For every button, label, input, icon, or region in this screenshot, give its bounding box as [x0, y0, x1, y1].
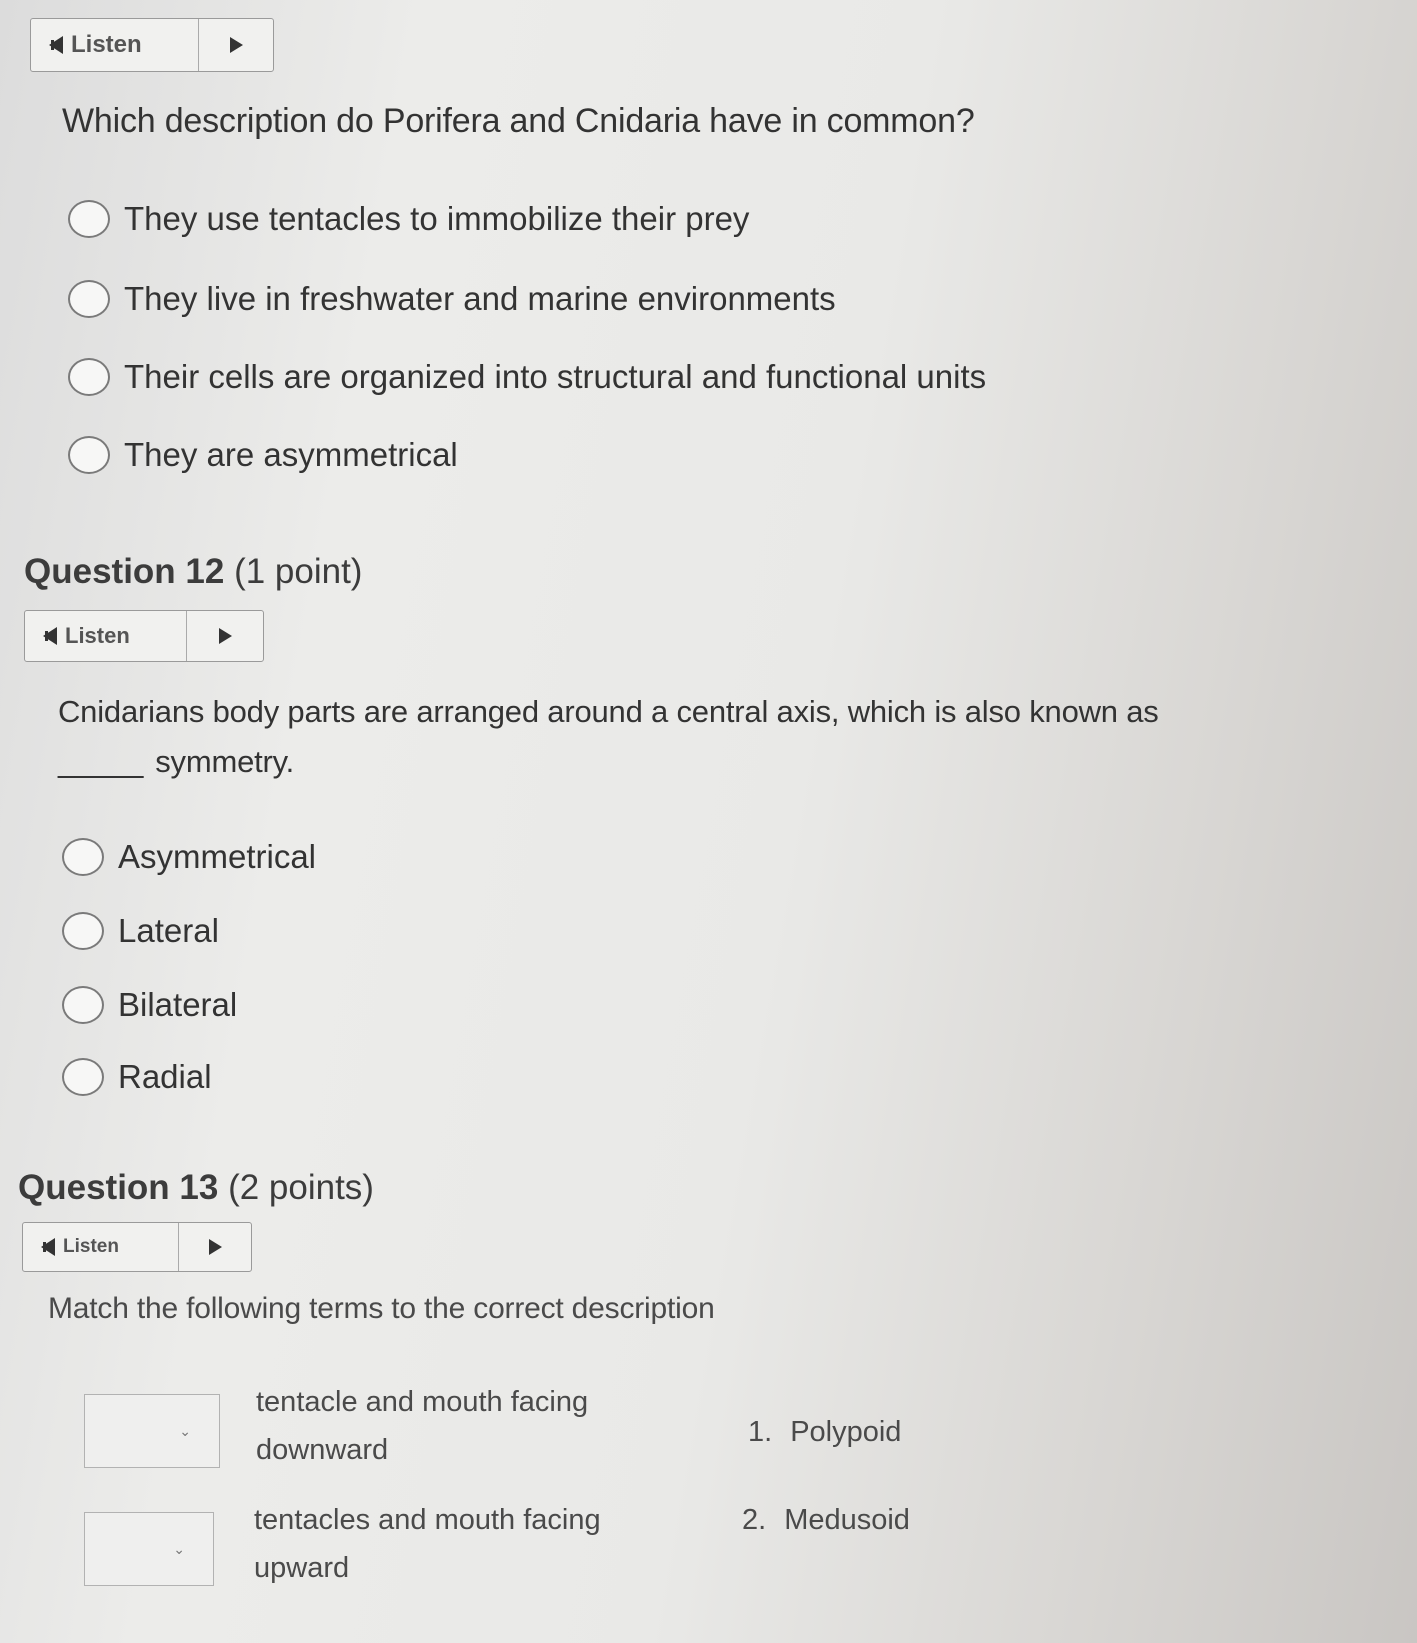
listen-widget-q11: [30, 18, 274, 72]
speaker-icon: [49, 36, 63, 54]
option-label: Radial: [118, 1058, 212, 1095]
answer-number: 2.: [742, 1504, 767, 1536]
speaker-icon: [43, 627, 57, 645]
answer-option[interactable]: [62, 1058, 212, 1096]
radio-button[interactable]: [68, 280, 110, 318]
question-heading: [18, 1168, 374, 1208]
question-text-line2: [58, 744, 294, 780]
match-item-line1: tentacles and mouth facing: [254, 1504, 601, 1536]
answer-option[interactable]: [68, 280, 836, 318]
play-icon: [230, 37, 243, 53]
option-label: They live in freshwater and marine environments: [124, 280, 836, 317]
play-icon: [219, 628, 232, 644]
match-item-text: [254, 1496, 694, 1592]
question-points: (1 point): [234, 552, 363, 591]
play-button[interactable]: [199, 19, 273, 71]
answer-label: Medusoid: [784, 1504, 910, 1536]
answer-number: 1.: [748, 1416, 773, 1448]
question-number: Question 12: [24, 552, 225, 591]
option-label: They use tentacles to immobilize their prey: [124, 200, 750, 237]
match-item-text: [256, 1378, 696, 1474]
question-text-continued: symmetry.: [155, 744, 295, 779]
answer-option[interactable]: [62, 986, 237, 1024]
listen-label: Listen: [63, 1236, 119, 1257]
listen-button[interactable]: [25, 611, 187, 661]
answer-label: Polypoid: [790, 1416, 902, 1448]
match-item-line1: tentacle and mouth facing: [256, 1386, 589, 1418]
radio-button[interactable]: [68, 200, 110, 238]
listen-button[interactable]: [31, 19, 199, 71]
listen-button[interactable]: [23, 1223, 179, 1271]
radio-button[interactable]: [62, 838, 104, 876]
chevron-down-icon: ⌄: [173, 1540, 185, 1557]
answer-option[interactable]: [62, 838, 316, 876]
option-label: Bilateral: [118, 986, 238, 1023]
option-label: Asymmetrical: [118, 838, 317, 875]
match-item-line2: downward: [256, 1434, 389, 1466]
question-heading: [24, 552, 362, 592]
speaker-icon: [41, 1238, 55, 1256]
question-points: (2 points): [228, 1168, 374, 1207]
listen-label: Listen: [65, 623, 130, 648]
question-text: Match the following terms to the correct description: [48, 1292, 715, 1325]
radio-button[interactable]: [68, 358, 110, 396]
answer-option[interactable]: [68, 358, 986, 396]
question-text: Which description do Porifera and Cnidaria have in common?: [62, 102, 975, 140]
option-label: Their cells are organized into structural and functional units: [124, 358, 987, 395]
match-answer: [748, 1416, 901, 1449]
radio-button[interactable]: [62, 986, 104, 1024]
match-item-line2: upward: [254, 1552, 350, 1584]
listen-widget-q13: [22, 1222, 252, 1272]
option-label: Lateral: [118, 912, 219, 949]
match-answer: [742, 1504, 910, 1537]
answer-option[interactable]: [68, 436, 458, 474]
play-button[interactable]: [187, 611, 263, 661]
fill-blank: _____: [58, 744, 144, 779]
option-label: They are asymmetrical: [124, 436, 458, 473]
match-select[interactable]: [84, 1512, 214, 1586]
play-button[interactable]: [179, 1223, 251, 1271]
chevron-down-icon: ⌄: [179, 1422, 191, 1439]
radio-button[interactable]: [62, 1058, 104, 1096]
match-select[interactable]: [84, 1394, 220, 1468]
play-icon: [209, 1239, 222, 1255]
radio-button[interactable]: [68, 436, 110, 474]
listen-label: Listen: [71, 31, 142, 58]
answer-option[interactable]: [68, 200, 749, 238]
listen-widget-q12: [24, 610, 264, 662]
question-number: Question 13: [18, 1168, 219, 1207]
question-text: Cnidarians body parts are arranged around a central axis, which is also known as: [58, 694, 1159, 729]
radio-button[interactable]: [62, 912, 104, 950]
answer-option[interactable]: [62, 912, 219, 950]
